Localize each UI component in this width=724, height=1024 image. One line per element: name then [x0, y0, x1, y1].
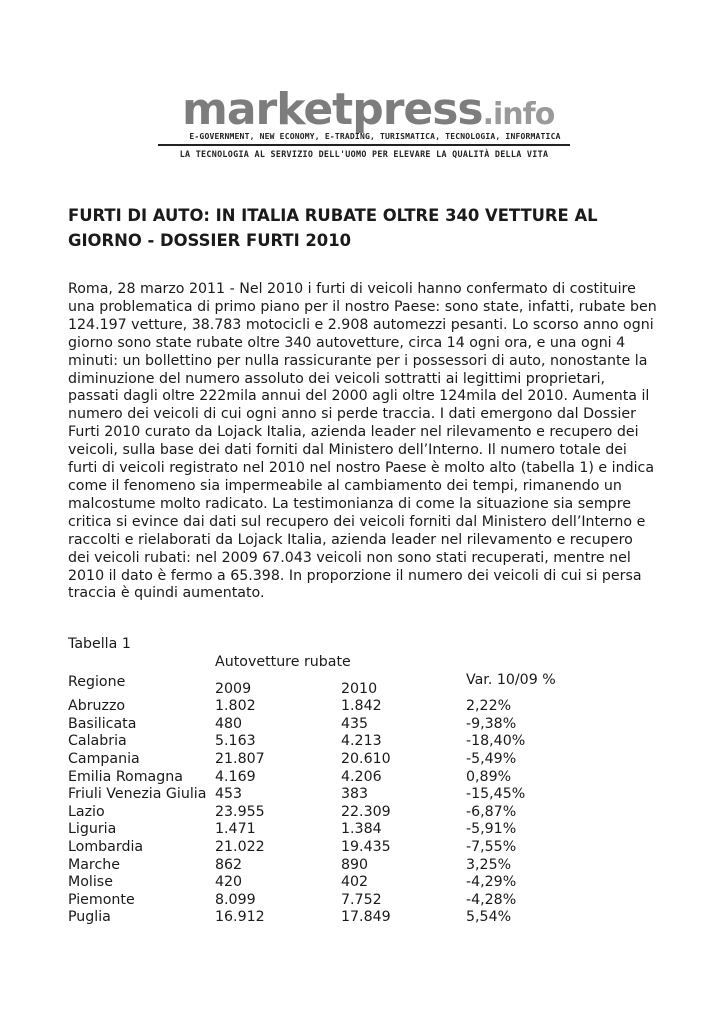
cell-2010: 19.435 — [341, 838, 391, 855]
logo-tagline-bottom: LA TECNOLOGIA AL SERVIZIO DELL'UOMO PER ELEVARE LA QUALITÀ DELLA VITA — [179, 149, 549, 159]
table-row — [68, 769, 576, 787]
article-title: FURTI DI AUTO: IN ITALIA RUBATE OLTRE 340 VETTURE AL GIORNO - DOSSIER FURTI 2010 — [68, 206, 598, 250]
cell-region: Friuli Venezia Giulia — [68, 786, 207, 803]
cell-2009: 453 — [215, 786, 243, 803]
cell-2009: 21.807 — [215, 750, 265, 767]
cell-2010: 7.752 — [341, 891, 382, 908]
cell-region: Lombardia — [68, 838, 144, 855]
cell-variation: -15,45% — [466, 786, 526, 803]
cell-2010: 402 — [341, 874, 369, 891]
cell-2010: 890 — [341, 856, 369, 873]
cell-variation: -7,55% — [466, 838, 517, 855]
cell-region: Liguria — [68, 821, 117, 838]
table-row — [68, 821, 576, 839]
header-2009: 2009 — [215, 680, 252, 697]
cell-region: Molise — [68, 874, 113, 891]
cell-variation: 3,25% — [466, 856, 512, 873]
cell-region: Lazio — [68, 803, 105, 820]
table-row — [68, 839, 576, 857]
logo-tagline-top: E-GOVERNMENT, NEW ECONOMY, E-TRADING, TURISMATICA, TECNOLOGIA, INFORMATICA — [189, 132, 561, 141]
cell-2010: 435 — [341, 715, 369, 732]
table-row — [68, 751, 576, 769]
cell-2009: 1.471 — [215, 821, 256, 838]
cell-2010: 20.610 — [341, 750, 391, 767]
table-row — [68, 804, 576, 822]
cell-region: Calabria — [68, 733, 127, 750]
cell-2009: 21.022 — [215, 838, 265, 855]
cell-variation: -4,29% — [466, 874, 517, 891]
cell-region: Piemonte — [68, 891, 135, 908]
header-region: Regione — [68, 673, 126, 690]
table-row — [68, 733, 576, 751]
theft-table — [68, 654, 576, 927]
table-row — [68, 716, 576, 734]
header-2010: 2010 — [341, 680, 378, 697]
table-row — [68, 892, 576, 910]
cell-2009: 480 — [215, 715, 243, 732]
cell-region: Puglia — [68, 909, 111, 926]
header-variation: Var. 10/09 % — [466, 671, 556, 688]
cell-2009: 5.163 — [215, 733, 256, 750]
cell-variation: -5,91% — [466, 821, 517, 838]
table-row — [68, 698, 576, 716]
cell-region: Campania — [68, 750, 140, 767]
cell-2009: 16.912 — [215, 909, 265, 926]
table-body — [68, 698, 576, 927]
logo-wordmark — [182, 84, 554, 135]
article-body: Roma, 28 marzo 2011 - Nel 2010 i furti di veicoli hanno confermato di costituire una problematica di primo piano per il nostro Paese: sono state, infatti, rubate ben 124.197 vetture, 38.783 motocicli e 2.908 automezzi pesanti. Lo scorso anno ogni giorno sono state rubate oltre 340 autovetture, circa 14 ogni ora, e una ogni 4 minuti: un bollettino per nulla rassicurante per i possessori di auto, nonostante la diminuzione del numero assoluto dei veicoli sottratti ai legittimi proprietari, passati dagli oltre 222mila annui del 2000 agli oltre 124mila del 2010. Aumenta il numero dei veicoli di cui ogni anno si perde traccia. I dati emergono dal Dossier Furti 2010 curato da Lojack Italia, azienda leader nel rilevamento e recupero dei veicoli, sulla base dei dati forniti dal Ministero dell’Interno. Il numero totale dei furti di veicoli registrato nel 2010 nel nostro Paese è molto alto (tabella 1) e indica come il fenomeno sia impermeabile al cambiamento dei tempi, rimanendo un malcostume molto radicato. La testimonianza di come la situazione sia sempre critica si evince dai dati sul recupero dei veicoli forniti dal Ministero dell’Interno e raccolti e rielaborati da Lojack Italia, azienda leader nel rilevamento e recupero dei veicoli rubati: nel 2009 67.043 veicoli non sono stati recuperati, mentre nel 2010 il dato è fermo a 65.398. In proporzione il numero dei veicoli di cui si persa traccia è quindi aumentato. — [68, 281, 657, 602]
table-group-header-row — [68, 654, 576, 672]
cell-variation: -4,28% — [466, 891, 517, 908]
cell-variation: 0,89% — [466, 768, 512, 785]
cell-region: Basilicata — [68, 715, 137, 732]
cell-2010: 4.213 — [341, 733, 382, 750]
cell-region: Marche — [68, 856, 120, 873]
cell-2010: 383 — [341, 786, 369, 803]
cell-2009: 862 — [215, 856, 243, 873]
cell-2009: 420 — [215, 874, 243, 891]
cell-region: Emilia Romagna — [68, 768, 183, 785]
cell-variation: -9,38% — [466, 715, 517, 732]
cell-2010: 4.206 — [341, 768, 382, 785]
cell-2010: 1.384 — [341, 821, 382, 838]
logo-suffix-text: .info — [482, 97, 555, 132]
cell-2009: 23.955 — [215, 803, 265, 820]
table-row — [68, 786, 576, 804]
cell-2009: 4.169 — [215, 768, 256, 785]
header-group-autovetture: Autovetture rubate — [215, 654, 351, 670]
table-row — [68, 909, 576, 927]
cell-2009: 8.099 — [215, 891, 256, 908]
cell-variation: -18,40% — [466, 733, 526, 750]
cell-2010: 17.849 — [341, 909, 391, 926]
cell-2010: 22.309 — [341, 803, 391, 820]
table-row — [68, 857, 576, 875]
cell-variation: -5,49% — [466, 750, 517, 767]
cell-2009: 1.802 — [215, 698, 256, 715]
cell-variation: 5,54% — [466, 909, 512, 926]
cell-region: Abruzzo — [68, 698, 126, 715]
logo-divider — [158, 144, 570, 146]
cell-variation: 2,22% — [466, 698, 512, 715]
cell-2010: 1.842 — [341, 698, 382, 715]
site-logo[interactable] — [154, 84, 574, 174]
logo-main-text: marketpress — [182, 84, 483, 135]
table-row — [68, 874, 576, 892]
cell-variation: -6,87% — [466, 803, 517, 820]
table-caption: Tabella 1 — [68, 636, 131, 652]
